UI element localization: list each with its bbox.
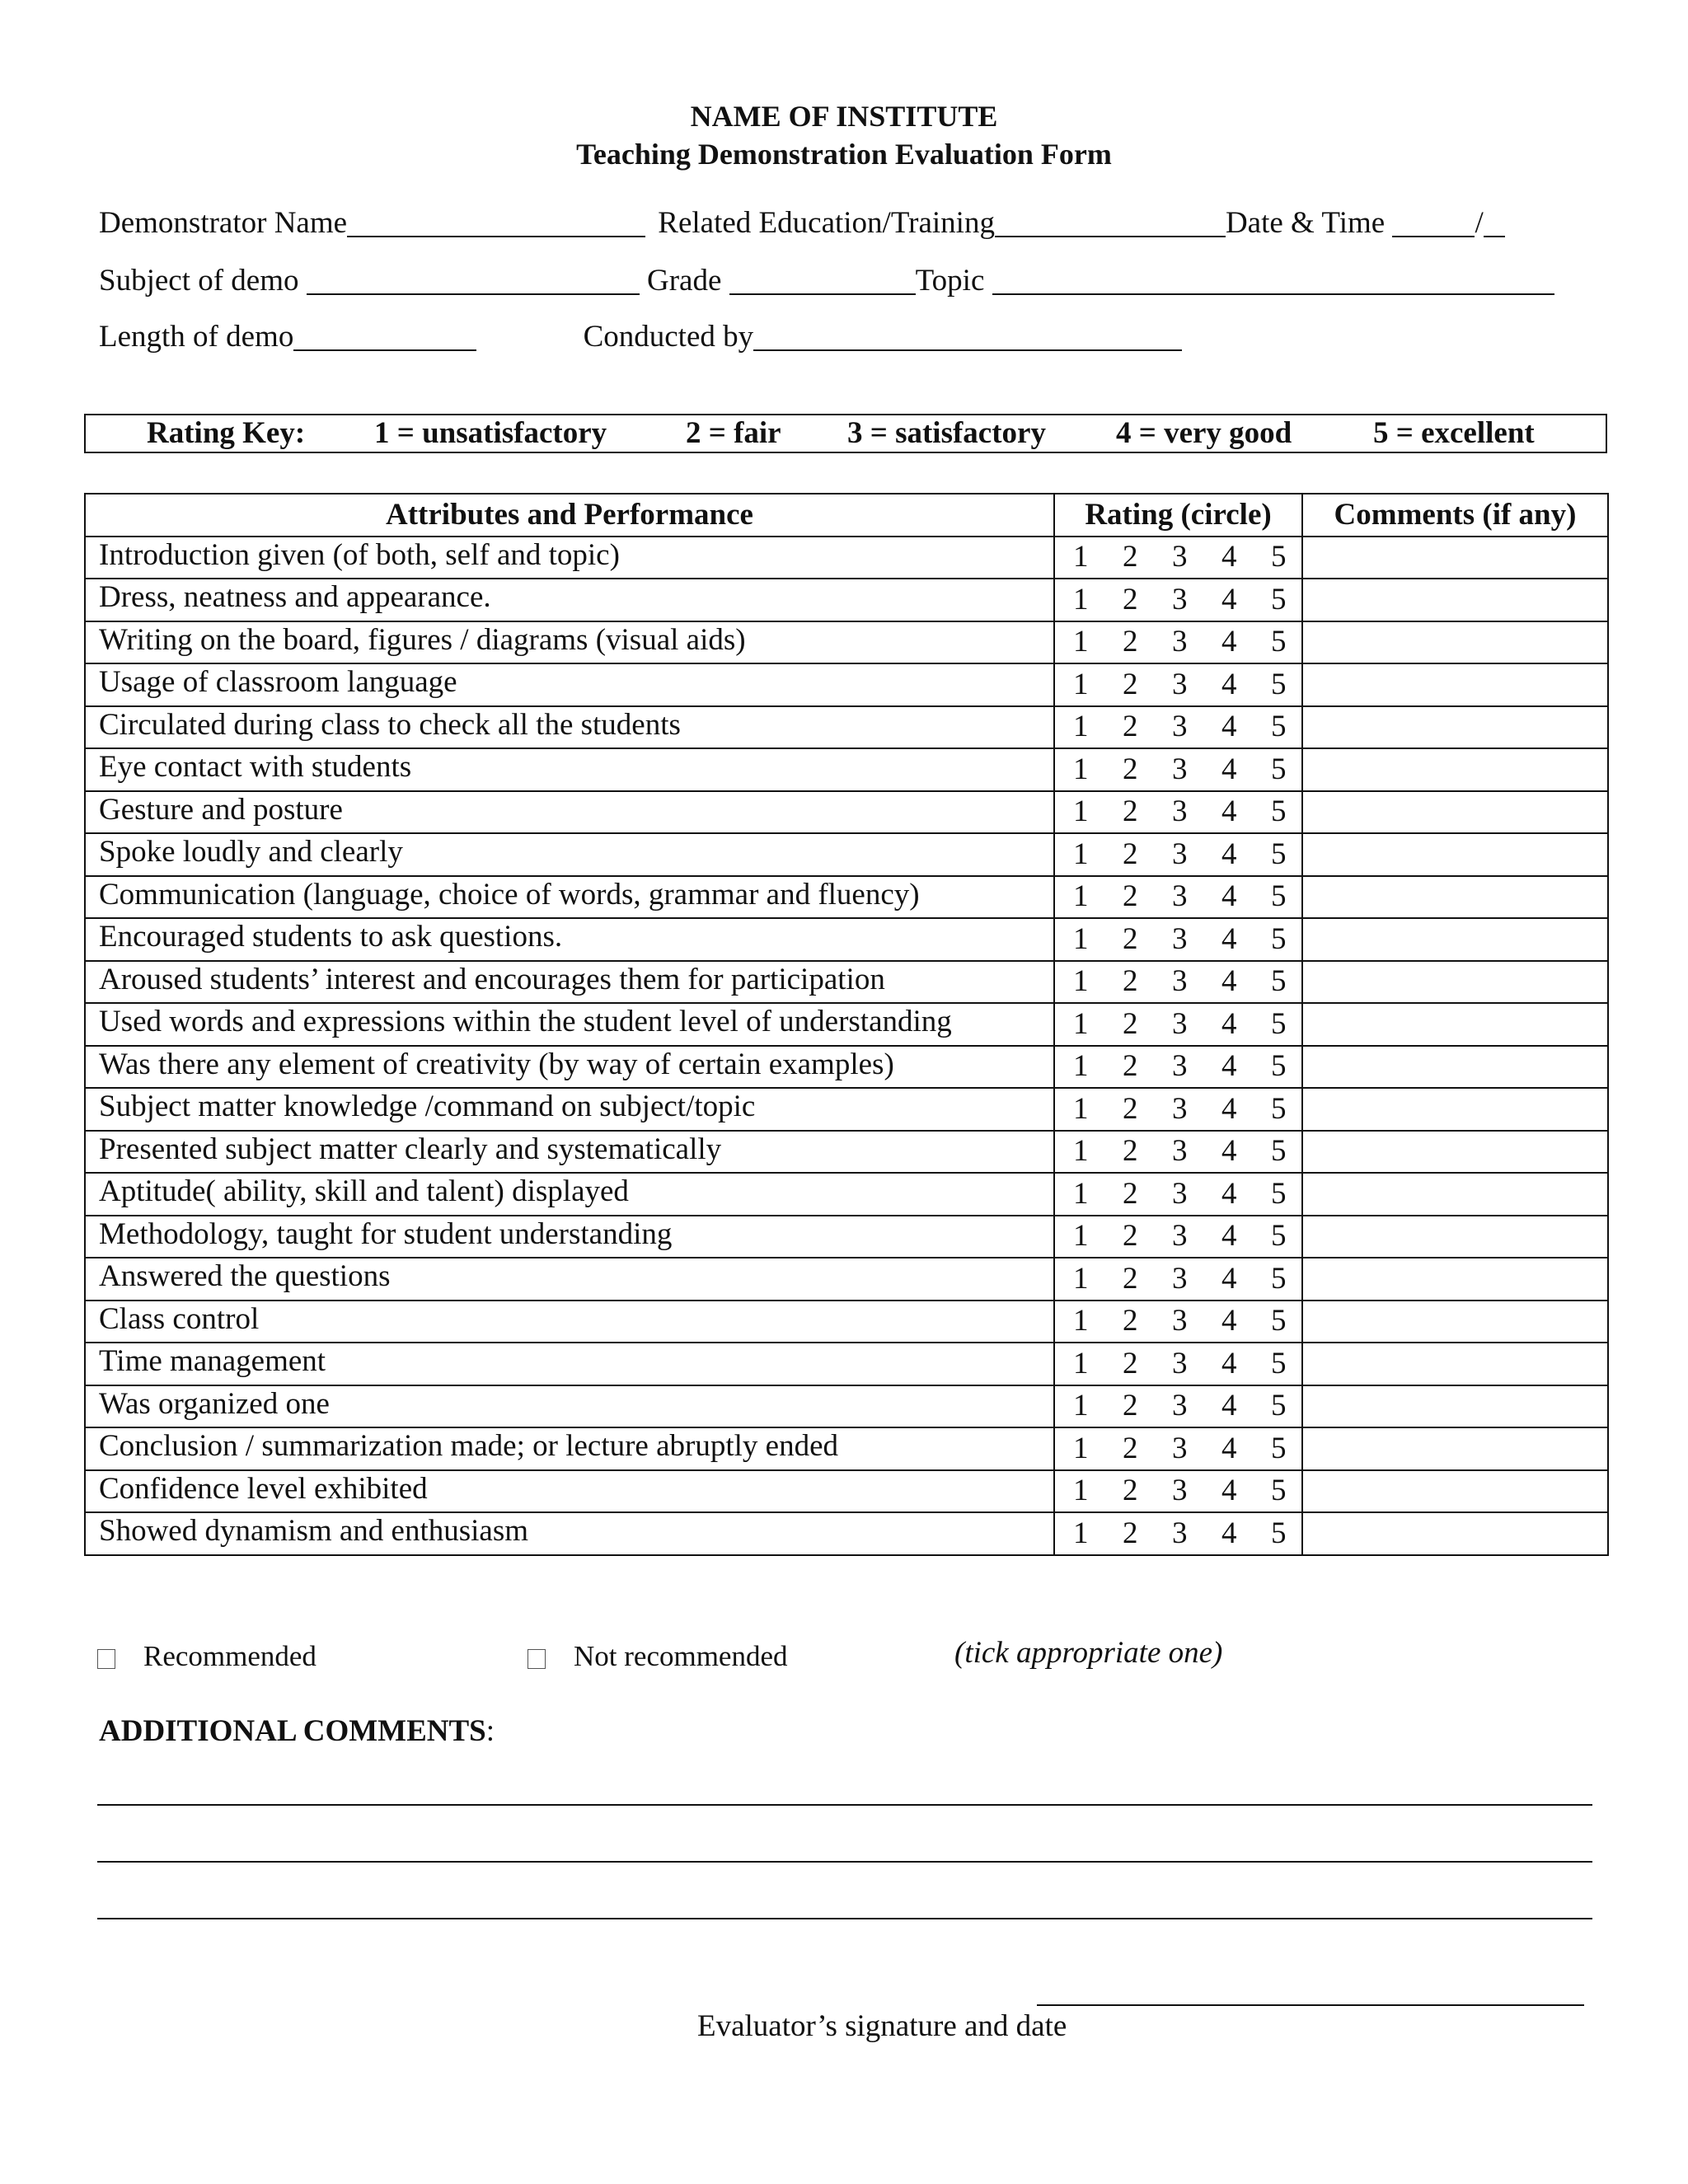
rating-option[interactable]: 1 (1073, 1304, 1089, 1338)
rating-option[interactable]: 2 (1123, 1176, 1138, 1211)
attribute-cell: Writing on the board, figures / diagrams (visual aids) (85, 621, 1054, 664)
header-rating: Rating (circle) (1054, 494, 1302, 537)
rating-option[interactable]: 2 (1123, 752, 1138, 786)
rating-cell (1054, 537, 1302, 579)
rating-option[interactable]: 4 (1221, 1431, 1237, 1465)
table-row (85, 918, 1608, 961)
rating-cell (1054, 579, 1302, 621)
rating-option[interactable]: 5 (1271, 1431, 1287, 1465)
attribute-cell: Encouraged students to ask questions. (85, 918, 1054, 961)
rating-cell (1054, 833, 1302, 876)
rating-option[interactable]: 3 (1172, 1091, 1188, 1126)
date-separator: / (1475, 206, 1484, 240)
comment-cell[interactable] (1302, 961, 1608, 1004)
rating-option[interactable]: 4 (1221, 1389, 1237, 1423)
rating-option[interactable]: 4 (1221, 1474, 1237, 1508)
rating-cell (1054, 1088, 1302, 1131)
rating-option[interactable]: 1 (1073, 582, 1089, 616)
rating-option[interactable]: 3 (1172, 921, 1188, 956)
rating-option[interactable]: 3 (1172, 1049, 1188, 1084)
rating-key-item-4: 4 = very good (1116, 416, 1292, 450)
additional-comments-heading (99, 1713, 495, 1750)
rating-cell (1054, 918, 1302, 961)
attribute-cell: Presented subject matter clearly and systematically (85, 1131, 1054, 1174)
length-field[interactable] (293, 320, 476, 351)
rating-cell (1054, 1343, 1302, 1385)
attribute-cell: Usage of classroom language (85, 663, 1054, 706)
rating-option[interactable]: 1 (1073, 540, 1089, 574)
comment-cell[interactable] (1302, 1003, 1608, 1046)
rating-option[interactable]: 4 (1221, 879, 1237, 914)
rating-cell (1054, 1173, 1302, 1216)
table-row (85, 1470, 1608, 1513)
rating-option[interactable]: 4 (1221, 921, 1237, 956)
rating-option[interactable]: 5 (1271, 1304, 1287, 1338)
table-row (85, 876, 1608, 919)
rating-cell (1054, 961, 1302, 1004)
rating-option[interactable]: 5 (1271, 540, 1287, 574)
rating-option[interactable]: 4 (1221, 1006, 1237, 1041)
comment-line-2[interactable] (97, 1861, 1592, 1863)
table-row (85, 1173, 1608, 1216)
attribute-cell: Confidence level exhibited (85, 1470, 1054, 1513)
rating-option[interactable]: 3 (1172, 1516, 1188, 1550)
rating-option[interactable]: 5 (1271, 837, 1287, 871)
rating-option[interactable]: 1 (1073, 752, 1089, 786)
comment-cell[interactable] (1302, 748, 1608, 791)
rating-option[interactable]: 1 (1073, 964, 1089, 999)
rating-cell (1054, 1046, 1302, 1089)
table-row (85, 1343, 1608, 1385)
rating-option[interactable]: 1 (1073, 667, 1089, 701)
rating-option[interactable]: 1 (1073, 921, 1089, 956)
rating-option[interactable]: 2 (1123, 1516, 1138, 1550)
attribute-cell: Aptitude( ability, skill and talent) displayed (85, 1173, 1054, 1216)
signature-line[interactable] (1037, 2004, 1584, 2006)
rating-option[interactable]: 5 (1271, 1006, 1287, 1041)
rating-cell (1054, 706, 1302, 749)
rating-option[interactable]: 1 (1073, 1516, 1089, 1550)
rating-option[interactable]: 3 (1172, 1346, 1188, 1380)
attribute-cell: Eye contact with students (85, 748, 1054, 791)
evaluation-table (84, 493, 1609, 1556)
rating-option[interactable]: 3 (1172, 710, 1188, 744)
table-row (85, 748, 1608, 791)
rating-option[interactable]: 5 (1271, 1091, 1287, 1126)
table-row (85, 1258, 1608, 1301)
rating-option[interactable]: 4 (1221, 1176, 1237, 1211)
table-header-row (85, 494, 1608, 537)
rating-cell (1054, 1470, 1302, 1513)
table-row (85, 1131, 1608, 1174)
table-row (85, 1512, 1608, 1555)
rating-cell (1054, 1427, 1302, 1470)
info-row-1 (99, 204, 1505, 242)
rating-option[interactable]: 4 (1221, 625, 1237, 659)
rating-option[interactable]: 4 (1221, 1346, 1237, 1380)
rating-key-item-5: 5 = excellent (1373, 416, 1535, 450)
rating-option[interactable]: 5 (1271, 1474, 1287, 1508)
rating-option[interactable]: 1 (1073, 1261, 1089, 1296)
rating-option[interactable]: 2 (1123, 1134, 1138, 1169)
demonstrator-name-label: Demonstrator Name (99, 206, 348, 240)
rating-option[interactable]: 3 (1172, 794, 1188, 829)
rating-option[interactable]: 1 (1073, 879, 1089, 914)
comment-cell[interactable] (1302, 918, 1608, 961)
rating-cell (1054, 1216, 1302, 1258)
rating-option[interactable]: 2 (1123, 667, 1138, 701)
demonstrator-name-field[interactable] (347, 206, 645, 237)
table-row (85, 1046, 1608, 1089)
topic-field[interactable] (992, 264, 1554, 295)
rating-option[interactable]: 5 (1271, 710, 1287, 744)
not-recommended-label: Not recommended (574, 1640, 788, 1672)
attribute-cell: Showed dynamism and enthusiasm (85, 1512, 1054, 1555)
comment-cell[interactable] (1302, 1088, 1608, 1131)
rating-option[interactable]: 5 (1271, 582, 1287, 616)
rating-option[interactable]: 5 (1271, 794, 1287, 829)
conducted-by-label: Conducted by (583, 320, 754, 354)
rating-cell (1054, 621, 1302, 664)
table-row (85, 1003, 1608, 1046)
comment-cell[interactable] (1302, 1512, 1608, 1555)
rating-option[interactable]: 3 (1172, 879, 1188, 914)
rating-cell (1054, 791, 1302, 834)
rating-option[interactable]: 1 (1073, 1176, 1089, 1211)
rating-option[interactable]: 4 (1221, 1049, 1237, 1084)
table-row (85, 579, 1608, 621)
header-comments: Comments (if any) (1302, 494, 1608, 537)
rating-option[interactable]: 1 (1073, 1006, 1089, 1041)
rating-option[interactable]: 2 (1123, 879, 1138, 914)
rating-option[interactable]: 3 (1172, 625, 1188, 659)
rating-option[interactable]: 2 (1123, 964, 1138, 999)
rating-option[interactable]: 2 (1123, 1431, 1138, 1465)
comment-line-3[interactable] (97, 1918, 1592, 1919)
rating-option[interactable]: 5 (1271, 964, 1287, 999)
rating-option[interactable]: 2 (1123, 1346, 1138, 1380)
comment-cell[interactable] (1302, 876, 1608, 919)
signature-label: Evaluator’s signature and date (697, 2009, 1067, 2043)
rating-option[interactable]: 4 (1221, 540, 1237, 574)
rating-option[interactable]: 5 (1271, 1261, 1287, 1296)
table-row (85, 1088, 1608, 1131)
rating-cell (1054, 1131, 1302, 1174)
comment-cell[interactable] (1302, 1427, 1608, 1470)
additional-comments-title: ADDITIONAL COMMENTS (99, 1714, 486, 1748)
comment-cell[interactable] (1302, 1343, 1608, 1385)
rating-option[interactable]: 1 (1073, 1389, 1089, 1423)
comment-cell[interactable] (1302, 537, 1608, 579)
attribute-cell: Was there any element of creativity (by way of certain examples) (85, 1046, 1054, 1089)
rating-option[interactable]: 4 (1221, 1091, 1237, 1126)
rating-option[interactable]: 1 (1073, 1219, 1089, 1254)
rating-option[interactable]: 4 (1221, 667, 1237, 701)
not-recommended-option[interactable] (528, 1638, 788, 1675)
rating-option[interactable]: 5 (1271, 1049, 1287, 1084)
rating-option[interactable]: 4 (1221, 794, 1237, 829)
rating-option[interactable]: 5 (1271, 667, 1287, 701)
rating-option[interactable]: 2 (1123, 1474, 1138, 1508)
comment-cell[interactable] (1302, 1216, 1608, 1258)
rating-option[interactable]: 4 (1221, 752, 1237, 786)
comment-cell[interactable] (1302, 621, 1608, 664)
rating-option[interactable]: 4 (1221, 1134, 1237, 1169)
attribute-cell: Time management (85, 1343, 1054, 1385)
rating-option[interactable]: 3 (1172, 964, 1188, 999)
rating-option[interactable]: 2 (1123, 710, 1138, 744)
attribute-cell: Spoke loudly and clearly (85, 833, 1054, 876)
rating-option[interactable]: 3 (1172, 1176, 1188, 1211)
page-header (0, 97, 1688, 173)
rating-key-label: Rating Key: (147, 416, 306, 450)
comment-cell[interactable] (1302, 791, 1608, 834)
rating-cell (1054, 663, 1302, 706)
attribute-cell: Methodology, taught for student understanding (85, 1216, 1054, 1258)
rating-option[interactable]: 2 (1123, 837, 1138, 871)
recommended-option[interactable] (97, 1638, 316, 1675)
comment-cell[interactable] (1302, 579, 1608, 621)
table-row (85, 1301, 1608, 1343)
rating-option[interactable]: 1 (1073, 837, 1089, 871)
attribute-cell: Class control (85, 1301, 1054, 1343)
form-title: Teaching Demonstration Evaluation Form (576, 138, 1112, 171)
grade-field[interactable] (729, 264, 916, 295)
comment-cell[interactable] (1302, 1173, 1608, 1216)
rating-option[interactable]: 4 (1221, 1516, 1237, 1550)
rating-option[interactable]: 4 (1221, 1219, 1237, 1254)
table-row (85, 706, 1608, 749)
attribute-cell: Conclusion / summarization made; or lecture abruptly ended (85, 1427, 1054, 1470)
comment-line-1[interactable] (97, 1804, 1592, 1806)
rating-cell (1054, 1512, 1302, 1555)
rating-option[interactable]: 2 (1123, 1389, 1138, 1423)
rating-cell (1054, 1301, 1302, 1343)
attribute-cell: Circulated during class to check all the students (85, 706, 1054, 749)
topic-label: Topic (915, 264, 985, 298)
rating-option[interactable]: 3 (1172, 1219, 1188, 1254)
rating-option[interactable]: 2 (1123, 1219, 1138, 1254)
table-row (85, 663, 1608, 706)
subject-label: Subject of demo (99, 264, 299, 298)
rating-option[interactable]: 5 (1271, 1134, 1287, 1169)
rating-option[interactable]: 3 (1172, 752, 1188, 786)
table-row (85, 1427, 1608, 1470)
institute-name: NAME OF INSTITUTE (690, 100, 998, 133)
rating-cell (1054, 1258, 1302, 1301)
comment-cell[interactable] (1302, 1131, 1608, 1174)
rating-option[interactable]: 3 (1172, 1261, 1188, 1296)
comment-cell[interactable] (1302, 1470, 1608, 1513)
rating-option[interactable]: 2 (1123, 625, 1138, 659)
attribute-cell: Subject matter knowledge /command on subject/topic (85, 1088, 1054, 1131)
related-education-field[interactable] (995, 206, 1226, 237)
additional-comments-colon: : (485, 1714, 495, 1748)
rating-option[interactable]: 1 (1073, 794, 1089, 829)
comment-cell[interactable] (1302, 663, 1608, 706)
rating-cell (1054, 748, 1302, 791)
rating-key-item-2: 2 = fair (686, 416, 781, 450)
recommended-label: Recommended (143, 1640, 316, 1672)
rating-option[interactable]: 2 (1123, 921, 1138, 956)
rating-option[interactable]: 3 (1172, 1304, 1188, 1338)
rating-option[interactable]: 2 (1123, 794, 1138, 829)
rating-option[interactable]: 3 (1172, 540, 1188, 574)
info-row-2 (99, 262, 1554, 300)
attribute-cell: Gesture and posture (85, 791, 1054, 834)
rating-option[interactable]: 3 (1172, 837, 1188, 871)
rating-option[interactable]: 1 (1073, 710, 1089, 744)
attribute-cell: Was organized one (85, 1385, 1054, 1428)
comment-cell[interactable] (1302, 1301, 1608, 1343)
rating-option[interactable]: 5 (1271, 879, 1287, 914)
rating-option[interactable]: 5 (1271, 921, 1287, 956)
rating-option[interactable]: 3 (1172, 1134, 1188, 1169)
rating-option[interactable]: 3 (1172, 1006, 1188, 1041)
attribute-cell: Answered the questions (85, 1258, 1054, 1301)
rating-option[interactable]: 2 (1123, 1091, 1138, 1126)
rating-option[interactable]: 4 (1221, 837, 1237, 871)
rating-option[interactable]: 4 (1221, 582, 1237, 616)
rating-key-item-1: 1 = unsatisfactory (374, 416, 607, 450)
tick-note: (tick appropriate one) (954, 1636, 1223, 1670)
rating-option[interactable]: 3 (1172, 667, 1188, 701)
rating-cell (1054, 876, 1302, 919)
attribute-cell: Used words and expressions within the student level of understanding (85, 1003, 1054, 1046)
recommended-checkbox[interactable] (97, 1649, 115, 1669)
comment-cell[interactable] (1302, 833, 1608, 876)
rating-option[interactable]: 2 (1123, 1049, 1138, 1084)
rating-option[interactable]: 2 (1123, 1006, 1138, 1041)
header-attributes: Attributes and Performance (85, 494, 1054, 537)
rating-option[interactable]: 2 (1123, 1261, 1138, 1296)
related-education-label: Related Education/Training (658, 206, 995, 240)
rating-cell (1054, 1385, 1302, 1428)
rating-option[interactable]: 5 (1271, 1176, 1287, 1211)
rating-option[interactable]: 4 (1221, 1261, 1237, 1296)
attribute-cell: Dress, neatness and appearance. (85, 579, 1054, 621)
rating-option[interactable]: 3 (1172, 1431, 1188, 1465)
table-row (85, 791, 1608, 834)
rating-option[interactable]: 1 (1073, 1474, 1089, 1508)
comment-cell[interactable] (1302, 1046, 1608, 1089)
not-recommended-checkbox[interactable] (528, 1649, 546, 1669)
table-row (85, 961, 1608, 1004)
rating-option[interactable]: 4 (1221, 710, 1237, 744)
rating-option[interactable]: 1 (1073, 1134, 1089, 1169)
rating-option[interactable]: 4 (1221, 964, 1237, 999)
comment-cell[interactable] (1302, 1385, 1608, 1428)
rating-option[interactable]: 3 (1172, 1389, 1188, 1423)
table-row (85, 1216, 1608, 1258)
attribute-cell: Communication (language, choice of words, grammar and fluency) (85, 876, 1054, 919)
rating-option[interactable]: 3 (1172, 582, 1188, 616)
rating-option[interactable]: 2 (1123, 540, 1138, 574)
info-row-3 (99, 318, 1182, 356)
table-row (85, 833, 1608, 876)
rating-option[interactable]: 4 (1221, 1304, 1237, 1338)
rating-option[interactable]: 2 (1123, 1304, 1138, 1338)
grade-label: Grade (647, 264, 722, 298)
subject-field[interactable] (307, 264, 640, 295)
time-field[interactable] (1484, 206, 1505, 237)
rating-option[interactable]: 1 (1073, 1091, 1089, 1126)
conducted-by-field[interactable] (753, 320, 1182, 351)
table-row (85, 1385, 1608, 1428)
rating-option[interactable]: 5 (1271, 625, 1287, 659)
rating-option[interactable]: 2 (1123, 582, 1138, 616)
attribute-cell: Aroused students’ interest and encourages them for participation (85, 961, 1054, 1004)
evaluation-table-body (85, 537, 1608, 1555)
rating-key-item-3: 3 = satisfactory (847, 416, 1046, 450)
date-field[interactable] (1392, 206, 1475, 237)
date-time-label: Date & Time (1225, 206, 1386, 240)
table-row (85, 621, 1608, 664)
rating-option[interactable]: 1 (1073, 1049, 1089, 1084)
rating-option[interactable]: 5 (1271, 1516, 1287, 1550)
rating-option[interactable]: 1 (1073, 1431, 1089, 1465)
rating-option[interactable]: 5 (1271, 1389, 1287, 1423)
rating-option[interactable]: 1 (1073, 625, 1089, 659)
length-label: Length of demo (99, 320, 294, 354)
rating-option[interactable]: 3 (1172, 1474, 1188, 1508)
rating-option[interactable]: 5 (1271, 752, 1287, 786)
rating-option[interactable]: 5 (1271, 1219, 1287, 1254)
comment-cell[interactable] (1302, 1258, 1608, 1301)
rating-key (84, 414, 1607, 453)
table-row (85, 537, 1608, 579)
attribute-cell: Introduction given (of both, self and topic) (85, 537, 1054, 579)
rating-option[interactable]: 1 (1073, 1346, 1089, 1380)
rating-option[interactable]: 5 (1271, 1346, 1287, 1380)
rating-cell (1054, 1003, 1302, 1046)
comment-cell[interactable] (1302, 706, 1608, 749)
